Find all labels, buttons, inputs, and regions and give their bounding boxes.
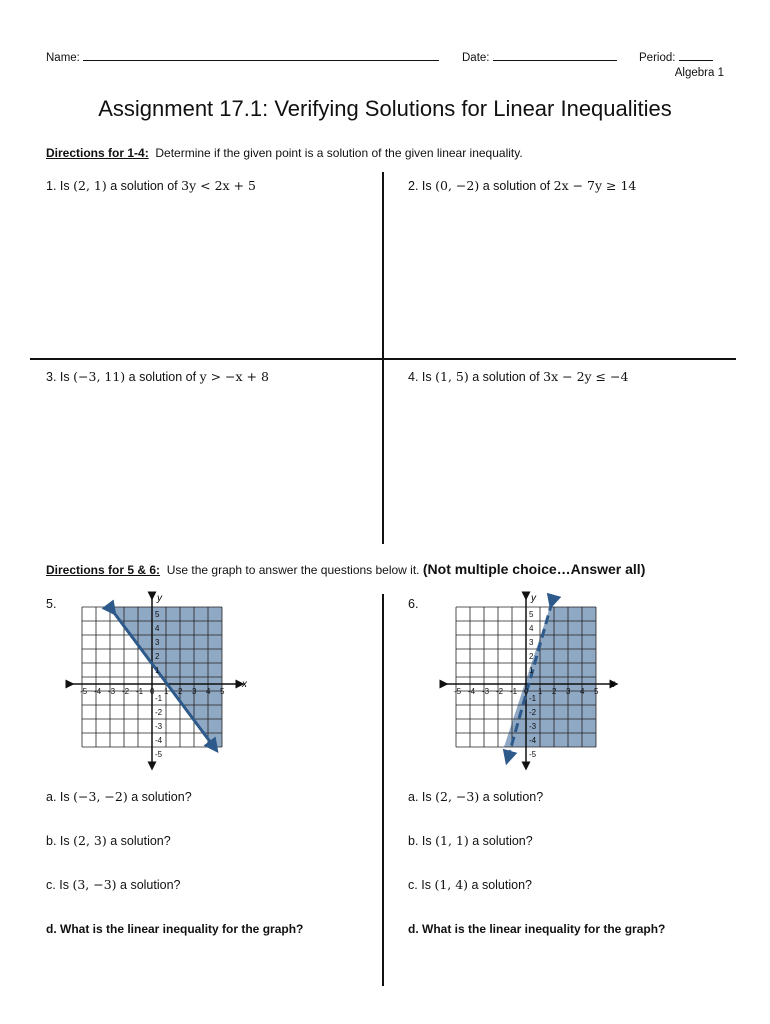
x-tick-label: -2 <box>496 687 504 696</box>
part-point: (1, 4) <box>434 877 469 892</box>
y-tick-label: 4 <box>529 624 534 633</box>
part-prefix: Is <box>421 878 431 892</box>
y-tick-label: -2 <box>529 708 537 717</box>
x-tick-label: 2 <box>178 687 183 696</box>
name-label: Name: <box>46 52 80 64</box>
x-tick-label: -1 <box>136 687 144 696</box>
x-tick-label: 5 <box>594 687 599 696</box>
question-4-prefix: Is <box>421 370 432 384</box>
graph-6 <box>440 592 620 772</box>
y-tick-label: -1 <box>155 694 163 703</box>
part-label: a. <box>46 790 57 804</box>
question-1-number: 1. <box>46 179 57 193</box>
question-4-number: 4. <box>408 370 419 384</box>
question-3-point: (−3, 11) <box>73 369 126 384</box>
date-group <box>462 49 617 64</box>
part-label: c. <box>46 878 56 892</box>
part-suffix: a solution? <box>131 790 192 804</box>
y-tick-label: -5 <box>529 750 537 759</box>
y-tick-label: -3 <box>529 722 537 731</box>
x-tick-label: 2 <box>552 687 557 696</box>
directions-1-text: Determine if the given point is a solution of the given linear inequality. <box>155 146 523 160</box>
graph-5-part-b <box>46 833 171 848</box>
part-point: (2, 3) <box>73 833 107 848</box>
part-suffix: a solution? <box>472 834 533 848</box>
graph-5-x-label: x <box>242 679 247 690</box>
part-prefix: Is <box>421 834 432 848</box>
directions-2-label: Directions for 5 & 6: <box>46 563 161 577</box>
x-tick-label: 4 <box>580 687 585 696</box>
y-tick-label: 2 <box>155 652 160 661</box>
question-4-middle: a solution of <box>472 370 540 384</box>
directions-2 <box>46 561 645 577</box>
x-tick-label: -3 <box>482 687 490 696</box>
name-field[interactable] <box>83 49 439 61</box>
x-tick-label: 3 <box>566 687 571 696</box>
x-tick-label: -4 <box>468 687 476 696</box>
question-2-point: (0, −2) <box>435 178 480 193</box>
part-suffix: a solution? <box>471 878 532 892</box>
part-label: b. <box>46 834 57 848</box>
graph-5-part-d: d. What is the linear inequality for the graph? <box>46 922 304 936</box>
question-divider-horizontal <box>30 358 736 360</box>
question-1 <box>46 178 256 193</box>
y-tick-label: -2 <box>155 708 163 717</box>
header-row <box>46 49 439 64</box>
directions-1-label: Directions for 1-4: <box>46 146 149 160</box>
question-3-middle: a solution of <box>128 370 197 384</box>
part-suffix: a solution? <box>110 834 171 848</box>
part-point: (−3, −2) <box>73 789 128 804</box>
question-2-middle: a solution of <box>482 179 551 193</box>
directions-2-text: Use the graph to answer the questions below it. <box>166 563 420 577</box>
x-tick-label: -2 <box>122 687 130 696</box>
date-label: Date: <box>462 52 490 64</box>
x-tick-label: 3 <box>192 687 197 696</box>
x-tick-label: 0 <box>524 687 529 696</box>
question-1-point: (2, 1) <box>73 178 107 193</box>
question-2-prefix: Is <box>421 179 432 193</box>
y-tick-label: 5 <box>155 610 160 619</box>
graph-5-y-label: y <box>157 593 162 604</box>
period-group <box>639 49 713 64</box>
x-tick-label: 1 <box>164 687 169 696</box>
part-suffix: a solution? <box>120 878 181 892</box>
part-point: (1, 1) <box>435 833 469 848</box>
x-tick-label: -5 <box>80 687 88 696</box>
part-label: c. <box>408 878 418 892</box>
x-tick-label: -3 <box>108 687 116 696</box>
graph-divider-vertical <box>382 594 384 986</box>
part-prefix: Is <box>421 790 432 804</box>
question-2-inequality: 2x − 7y ≥ 14 <box>553 178 637 193</box>
course-label: Algebra 1 <box>674 67 724 79</box>
question-4-point: (1, 5) <box>435 369 469 384</box>
part-point: (3, −3) <box>72 877 117 892</box>
question-3 <box>46 369 269 384</box>
directions-2-emphasis: (Not multiple choice…Answer all) <box>422 561 646 577</box>
y-tick-label: -3 <box>155 722 163 731</box>
question-1-prefix: Is <box>59 179 70 193</box>
y-tick-label: -4 <box>155 736 163 745</box>
part-prefix: Is <box>59 790 70 804</box>
question-2-number: 2. <box>408 179 419 193</box>
x-tick-label: -1 <box>510 687 518 696</box>
x-tick-label: 1 <box>538 687 543 696</box>
graph-5-number: 5. <box>46 597 57 611</box>
graph-6-part-d: d. What is the linear inequality for the graph? <box>408 922 666 936</box>
part-prefix: Is <box>59 834 70 848</box>
graph-6-number: 6. <box>408 597 419 611</box>
graph-6-part-a <box>408 789 543 804</box>
period-field[interactable] <box>679 49 713 61</box>
question-2 <box>408 178 636 193</box>
graph-6-part-b <box>408 833 533 848</box>
part-label: b. <box>408 834 419 848</box>
question-1-inequality: 3y < 2x + 5 <box>181 178 256 193</box>
question-4-inequality: 3x − 2y ≤ −4 <box>543 369 629 384</box>
x-tick-label: 4 <box>206 687 211 696</box>
part-suffix: a solution? <box>482 790 544 804</box>
part-label: a. <box>408 790 419 804</box>
y-tick-label: 1 <box>155 666 160 675</box>
question-3-prefix: Is <box>59 370 70 384</box>
question-1-middle: a solution of <box>110 179 178 193</box>
page-title: Assignment 17.1: Verifying Solutions for Linear Inequalities <box>98 96 672 121</box>
graph-5 <box>66 592 246 772</box>
x-tick-label: 0 <box>150 687 155 696</box>
part-prefix: Is <box>59 878 69 892</box>
graph-5-part-c <box>46 877 180 892</box>
x-tick-label: -5 <box>454 687 462 696</box>
y-tick-label: 3 <box>529 638 534 647</box>
date-field[interactable] <box>493 49 617 61</box>
question-3-number: 3. <box>46 370 57 384</box>
graph-5-part-a <box>46 789 192 804</box>
y-tick-label: -1 <box>529 694 537 703</box>
y-tick-label: -5 <box>155 750 163 759</box>
y-tick-label: 4 <box>155 624 160 633</box>
graph-6-y-label: y <box>531 593 536 604</box>
question-3-inequality: y > −x + 8 <box>199 369 269 384</box>
x-tick-label: -4 <box>94 687 102 696</box>
y-tick-label: -4 <box>529 736 537 745</box>
graph-6-x-label: x <box>610 679 615 690</box>
y-tick-label: 3 <box>155 638 160 647</box>
graph-6-part-c <box>408 877 532 892</box>
y-tick-label: 1 <box>529 666 534 675</box>
y-tick-label: 2 <box>529 652 534 661</box>
directions-1 <box>46 146 523 160</box>
x-tick-label: 5 <box>220 687 225 696</box>
y-tick-label: 5 <box>529 610 534 619</box>
question-4 <box>408 369 628 384</box>
part-point: (2, −3) <box>435 789 480 804</box>
period-label: Period: <box>639 52 676 64</box>
